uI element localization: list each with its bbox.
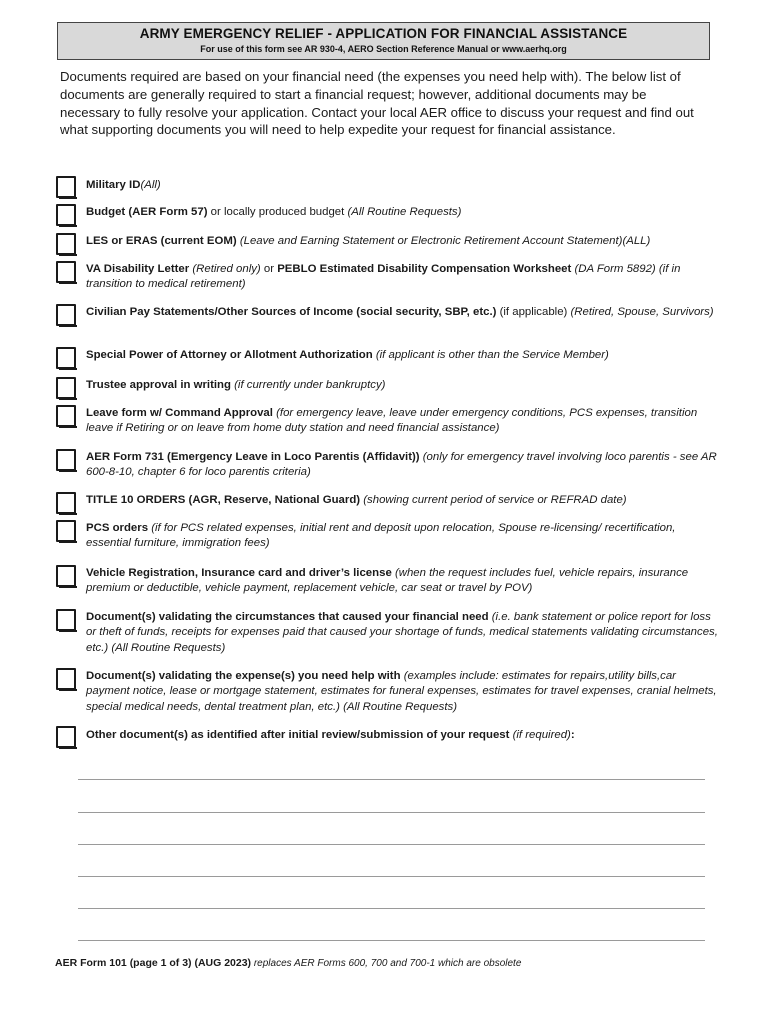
checkbox-title-10-orders[interactable] xyxy=(56,492,76,514)
form-header xyxy=(57,22,710,60)
item-text xyxy=(86,610,718,656)
write-in-line-5[interactable] xyxy=(78,908,705,909)
item-text xyxy=(86,178,718,193)
item-text xyxy=(86,262,718,293)
item-text xyxy=(86,378,718,393)
item-detail: (examples include: estimates for repairs,utility bills,car payment notice, lease or mortgage statement, estimates for funeral expenses, estimates for travel expenses, cranial helmets, special medical needs, dental treatment plan, etc.) (All Routine Requests) xyxy=(86,670,717,713)
item-note-2: or xyxy=(260,263,278,275)
item-title: LES or ERAS (current EOM) xyxy=(86,235,237,247)
item-text xyxy=(86,521,718,552)
item-detail: (i.e. bank statement or police report for loss or theft of funds, receipts for expenses paid that caused your shortage of funds, medical statements validating circumstances, etc.) (All Routine Requests) xyxy=(86,611,718,654)
checkbox-circumstance-documents[interactable] xyxy=(56,609,76,631)
checkbox-leave-form[interactable] xyxy=(56,405,76,427)
checkbox-va-disability[interactable] xyxy=(56,261,76,283)
item-text xyxy=(86,669,718,715)
checkbox-military-id[interactable] xyxy=(56,176,76,198)
item-title-2: PEBLO Estimated Disability Compensation Worksheet xyxy=(277,263,572,275)
checkbox-budget[interactable] xyxy=(56,204,76,226)
item-text xyxy=(86,234,718,249)
item-colon: : xyxy=(570,729,575,741)
item-detail: (Retired, Spouse, Survivors) xyxy=(570,306,714,318)
item-detail: (if required) xyxy=(512,729,571,741)
item-title: Other document(s) as identified after initial review/submission of your request xyxy=(86,729,510,741)
checkbox-power-of-attorney[interactable] xyxy=(56,347,76,369)
item-title: VA Disability Letter xyxy=(86,263,190,275)
item-detail: (Leave and Earning Statement or Electronic Retirement Account Statement)(ALL) xyxy=(239,235,651,247)
item-title: Special Power of Attorney or Allotment Authorization xyxy=(86,349,373,361)
item-detail: (when the request includes fuel, vehicle repairs, insurance premium or deductible, vehicle payment, replacement vehicle, car seat or travel by POV) xyxy=(86,567,689,595)
obsolete-note: replaces AER Forms 600, 700 and 700-1 which are obsolete xyxy=(251,958,522,969)
checkbox-civilian-pay[interactable] xyxy=(56,304,76,326)
item-note: (if applicable) xyxy=(496,306,571,318)
checkbox-other-documents[interactable] xyxy=(56,726,76,748)
item-detail: (All) xyxy=(140,179,161,191)
item-text xyxy=(86,348,718,363)
checkbox-les-eras[interactable] xyxy=(56,233,76,255)
write-in-line-3[interactable] xyxy=(78,844,705,845)
write-in-line-6[interactable] xyxy=(78,940,705,941)
item-text xyxy=(86,450,718,481)
item-text xyxy=(86,493,718,508)
checkbox-aer-form-731[interactable] xyxy=(56,449,76,471)
write-in-line-1[interactable] xyxy=(78,779,705,780)
item-title: TITLE 10 ORDERS (AGR, Reserve, National Guard) xyxy=(86,494,361,506)
item-detail-2: (DA Form 5892) (if in transition to medical retirement) xyxy=(86,263,681,291)
form-footer xyxy=(55,957,521,969)
item-title: Document(s) validating the expense(s) you need help with xyxy=(86,670,401,682)
item-note: or locally produced budget xyxy=(207,206,348,218)
item-detail: (All Routine Requests) xyxy=(347,206,462,218)
intro-paragraph: Documents required are based on your financial need (the expenses you need help with). The below list of documents are generally required to start a financial request; however, additional documents may be necessary to fully resolve your application. Contact your local AER office to discuss your request and find out what supporting documents you will need to help expedite your request for financial assistance. xyxy=(60,69,694,138)
item-detail: (showing current period of service or REFRAD date) xyxy=(363,494,627,506)
checkbox-trustee[interactable] xyxy=(56,377,76,399)
item-detail: (only for emergency travel involving loco parentis - see AR 600-8-10, chapter 6 for loco parentis criteria) xyxy=(86,451,717,479)
item-title: Vehicle Registration, Insurance card and driver’s license xyxy=(86,567,392,579)
form-id: AER Form 101 (page 1 of 3) (AUG 2023) xyxy=(55,957,252,969)
item-text xyxy=(86,566,718,597)
item-title: Trustee approval in writing xyxy=(86,379,231,391)
item-detail: (if currently under bankruptcy) xyxy=(234,379,386,391)
item-text xyxy=(86,305,718,320)
item-text xyxy=(86,205,718,220)
item-text xyxy=(86,728,718,743)
form-title: ARMY EMERGENCY RELIEF - APPLICATION FOR FINANCIAL ASSISTANCE xyxy=(139,26,628,41)
item-title: Military ID xyxy=(86,179,141,191)
item-title: Leave form w/ Command Approval xyxy=(86,407,273,419)
item-title: Civilian Pay Statements/Other Sources of Income (social security, SBP, etc.) xyxy=(86,306,497,318)
checkbox-pcs-orders[interactable] xyxy=(56,520,76,542)
item-text xyxy=(86,406,718,437)
item-detail: (if applicant is other than the Service Member) xyxy=(375,349,609,361)
form-subtitle: For use of this form see AR 930-4, AERO Section Reference Manual or www.aerhq.org xyxy=(200,44,567,54)
item-title: Budget (AER Form 57) xyxy=(86,206,208,218)
item-title: AER Form 731 (Emergency Leave in Loco Parentis (Affidavit)) xyxy=(86,451,420,463)
item-detail: (for emergency leave, leave under emergency conditions, PCS expenses, transition leave if Retiring or on leave from home duty station and need financial assistance) xyxy=(86,407,698,435)
checkbox-expense-documents[interactable] xyxy=(56,668,76,690)
item-title: Document(s) validating the circumstances that caused your financial need xyxy=(86,611,489,623)
checkbox-vehicle-registration[interactable] xyxy=(56,565,76,587)
item-title: PCS orders xyxy=(86,522,149,534)
write-in-line-2[interactable] xyxy=(78,812,705,813)
write-in-line-4[interactable] xyxy=(78,876,705,877)
item-detail: (if for PCS related expenses, initial rent and deposit upon relocation, Spouse re-licensing/ recertification, essential furniture, immigration fees) xyxy=(86,522,676,550)
item-detail: (Retired only) xyxy=(192,263,261,275)
